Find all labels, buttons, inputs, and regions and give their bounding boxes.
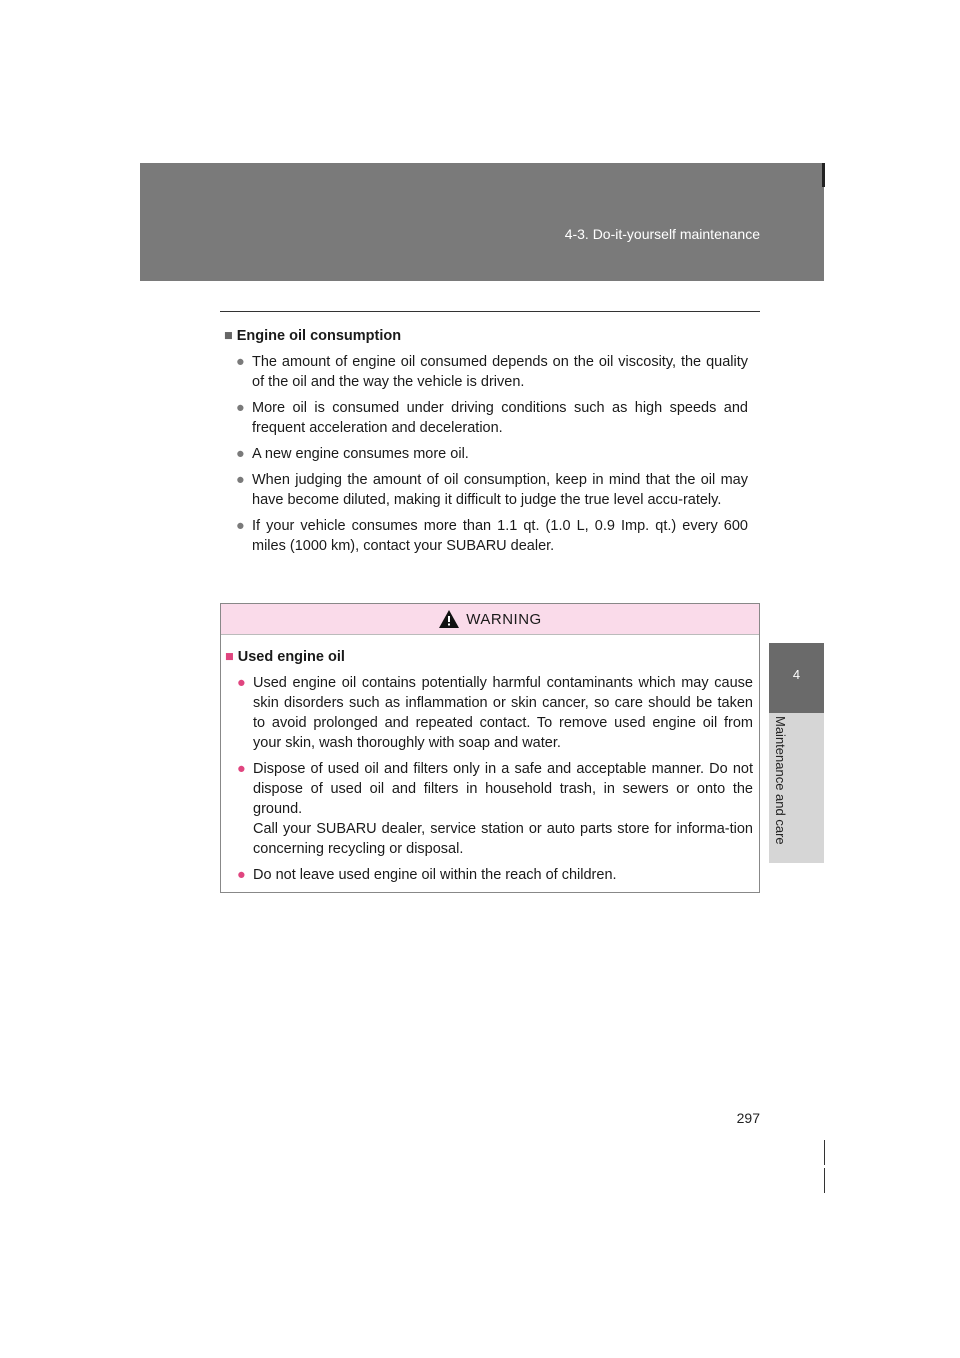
warning-label: WARNING <box>466 610 542 628</box>
page-number: 297 <box>736 1110 760 1126</box>
warning-box <box>220 603 760 893</box>
info-section <box>224 326 748 562</box>
margin-line <box>824 1168 825 1193</box>
header-notch <box>822 163 825 187</box>
square-icon: ■ <box>224 328 233 344</box>
circle-bullet-icon: ● <box>237 867 246 883</box>
list-item-extra: Call your SUBARU dealer, service station or auto parts store for informa-tion concerning recycling or disposal. <box>253 821 753 857</box>
list-item: ● Dispose of used oil and filters only in a safe and acceptable manner. Do not dispose of used oil and filters in household trash, in sewers or onto the ground. Call your SUBARU dealer, service station or auto parts store for informa-tion concerning recycling or disposal. <box>237 761 753 857</box>
list-item: ● The amount of engine oil consumed depends on the oil viscosity, the quality of the oil and the way the vehicle is driven. <box>236 354 748 390</box>
warning-body <box>221 635 759 885</box>
info-heading: ■ Engine oil consumption <box>224 328 402 344</box>
circle-bullet-icon: ● <box>236 518 245 534</box>
header-band <box>140 163 824 281</box>
section-title: 4-3. Do-it-yourself maintenance <box>564 226 760 242</box>
circle-bullet-icon: ● <box>236 472 245 488</box>
list-item: ● If your vehicle consumes more than 1.1 qt. (1.0 L, 0.9 Imp. qt.) every 600 miles (1000 km), contact your SUBARU dealer. <box>236 518 748 554</box>
circle-bullet-icon: ● <box>236 400 245 416</box>
chapter-title-wrap <box>772 716 792 866</box>
chapter-number: 4 <box>792 667 801 682</box>
warning-triangle-icon <box>438 609 460 629</box>
list-item: ● When judging the amount of oil consumption, keep in mind that the oil may have become diluted, making it difficult to judge the true level accu-rately. <box>236 472 748 508</box>
warning-header <box>221 604 759 635</box>
margin-line <box>824 1140 825 1165</box>
circle-bullet-icon: ● <box>237 675 246 691</box>
circle-bullet-icon: ● <box>236 354 245 370</box>
circle-bullet-icon: ● <box>236 446 245 462</box>
square-icon: ■ <box>225 649 234 665</box>
circle-bullet-icon: ● <box>237 761 246 777</box>
list-item: ● Used engine oil contains potentially harmful contaminants which may cause skin disorders such as inflammation or skin cancer, so care should be taken to avoid prolonged and repeated contact. To remove used engine oil from your skin, wash thoroughly with soap and water. <box>237 675 753 751</box>
list-item: ● More oil is consumed under driving conditions such as high speeds and frequent acceleration and deceleration. <box>236 400 748 436</box>
warning-heading: ■ Used engine oil <box>225 649 345 665</box>
list-item: ● A new engine consumes more oil. <box>236 446 469 462</box>
top-rule <box>220 311 760 312</box>
chapter-title: Maintenance and care <box>773 716 788 845</box>
list-item: ● Do not leave used engine oil within the reach of children. <box>237 867 617 883</box>
